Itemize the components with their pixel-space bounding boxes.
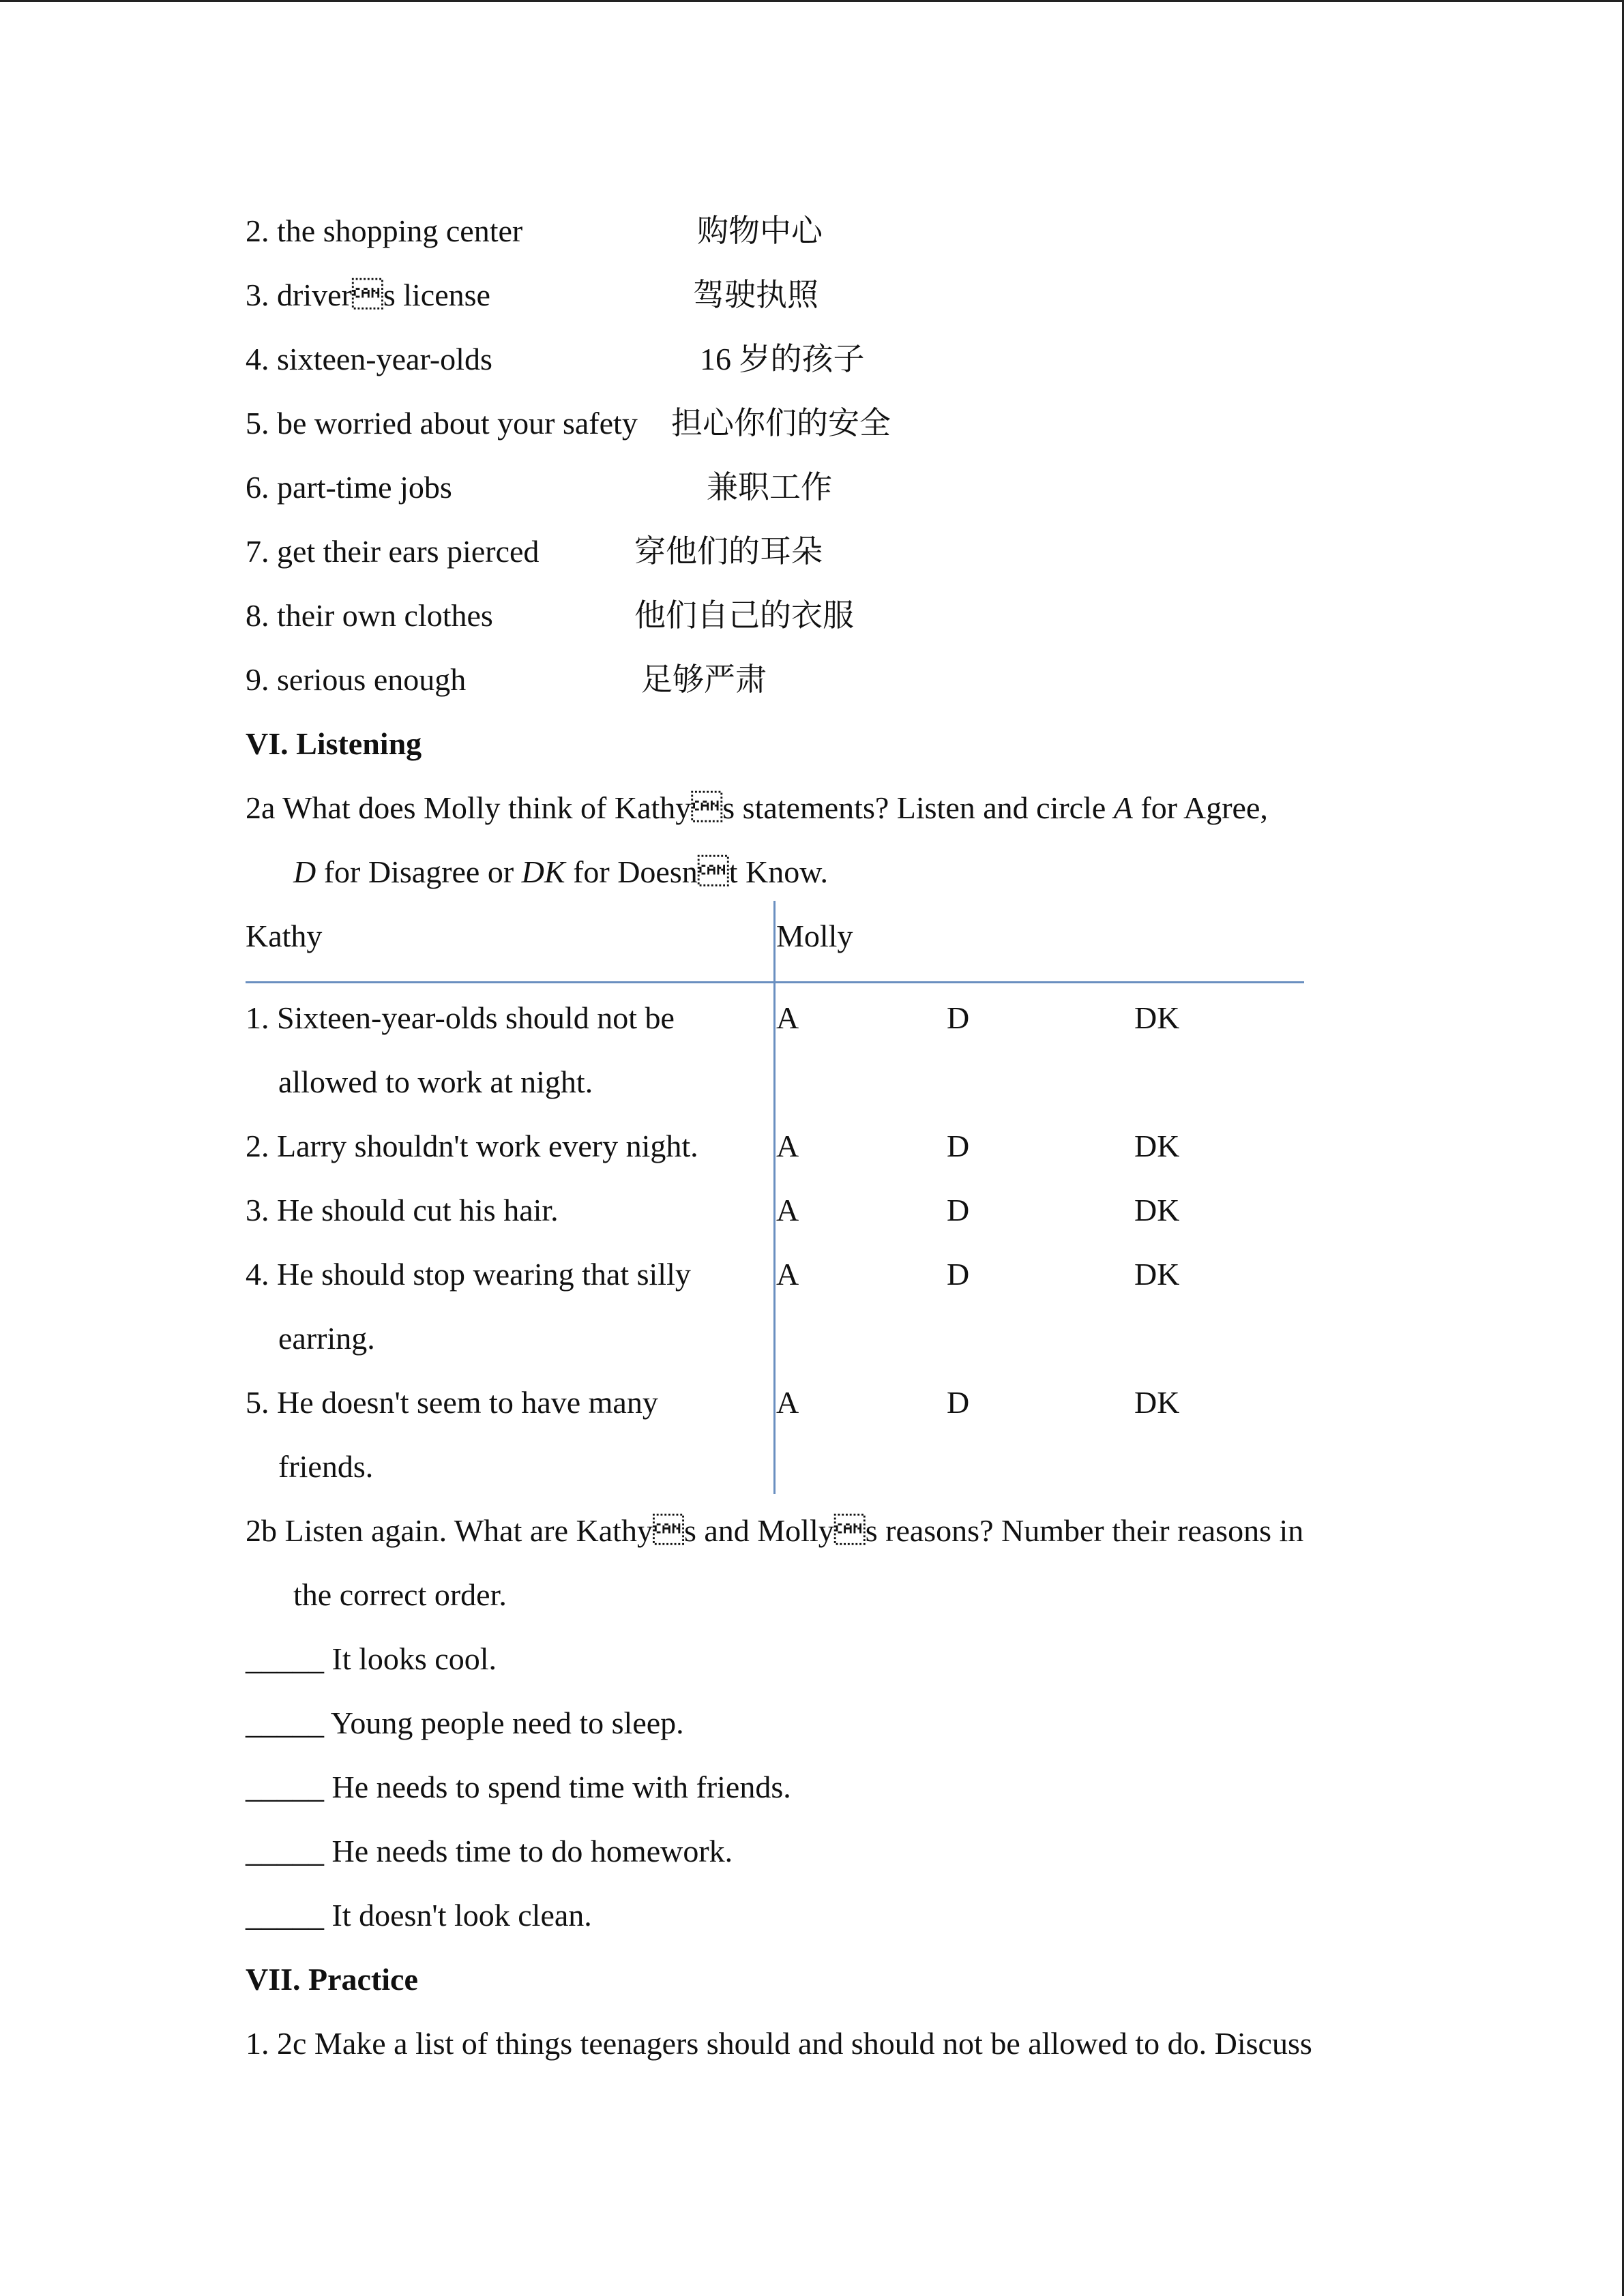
option-dk-label: DK bbox=[521, 854, 565, 889]
vocab-item-en: 7. get their ears pierced bbox=[246, 534, 540, 569]
table-option-a[interactable]: A bbox=[776, 1129, 799, 1163]
table-header-molly: Molly bbox=[776, 919, 853, 953]
question-2a-text: for Disagree or bbox=[316, 854, 522, 889]
practice-question-line1: 1. 2c Make a list of things teenagers should and should not be allowed to do. Discuss bbox=[246, 2026, 1312, 2061]
vocab-item-zh: 驾驶执照 bbox=[693, 278, 818, 312]
table-row-statement: 4. He should stop wearing that silly bbox=[246, 1257, 691, 1292]
section-heading-practice: VII. Practice bbox=[246, 1962, 418, 1997]
vocab-item-en: 5. be worried about your safety bbox=[246, 406, 638, 441]
question-2a-text: for Agree, bbox=[1132, 790, 1268, 825]
vocab-item-en: 4. sixteen-year-olds bbox=[246, 342, 492, 376]
table-row-statement-cont: allowed to work at night. bbox=[278, 1064, 593, 1099]
table-header-rule bbox=[246, 981, 1304, 983]
table-option-dk[interactable]: DK bbox=[1134, 1000, 1180, 1035]
table-option-d[interactable]: D bbox=[947, 1257, 970, 1292]
reason-list-item[interactable]: _____ It doesn't look clean. bbox=[246, 1898, 592, 1933]
table-option-d[interactable]: D bbox=[947, 1385, 970, 1420]
table-row-statement: 3. He should cut his hair. bbox=[246, 1193, 559, 1227]
question-2a-text: for Doesnt Know. bbox=[565, 854, 828, 889]
reason-list-item[interactable]: _____ Young people need to sleep. bbox=[246, 1705, 684, 1740]
vocab-item-en: 6. part-time jobs bbox=[246, 470, 452, 505]
table-column-divider bbox=[773, 901, 776, 1494]
vocab-item-zh: 他们自己的衣服 bbox=[634, 598, 854, 633]
table-option-d[interactable]: D bbox=[947, 1193, 970, 1227]
vocab-item-en: 2. the shopping center bbox=[246, 213, 523, 248]
question-2b-line2: the correct order. bbox=[293, 1577, 507, 1612]
reason-list-item[interactable]: _____ He needs time to do homework. bbox=[246, 1834, 733, 1868]
table-option-dk[interactable]: DK bbox=[1134, 1193, 1180, 1227]
vocab-item-zh: 足够严肃 bbox=[641, 662, 767, 697]
question-2a-line2 bbox=[293, 852, 828, 893]
table-option-d[interactable]: D bbox=[947, 1129, 970, 1163]
table-header-kathy: Kathy bbox=[246, 919, 323, 953]
vocab-item-zh: 兼职工作 bbox=[707, 470, 832, 505]
vocab-item-zh: 穿他们的耳朵 bbox=[634, 534, 823, 569]
vocab-item-zh: 16 岁的孩子 bbox=[700, 342, 865, 376]
table-row-statement: 2. Larry shouldn't work every night. bbox=[246, 1129, 698, 1163]
table-row-statement: 5. He doesn't seem to have many bbox=[246, 1385, 658, 1420]
reason-list-item[interactable]: _____ It looks cool. bbox=[246, 1641, 497, 1676]
vocab-item-zh: 担心你们的安全 bbox=[671, 406, 891, 441]
table-row-statement: 1. Sixteen-year-olds should not be bbox=[246, 1000, 675, 1035]
table-option-a[interactable]: A bbox=[776, 1385, 799, 1420]
vocab-item-en: 9. serious enough bbox=[246, 662, 467, 697]
vocab-item-en: 3. drivers license bbox=[246, 278, 490, 312]
option-d-label: D bbox=[293, 854, 316, 889]
question-2b-line1: 2b Listen again. What are Kathys and Mollys reasons? Number their reasons in bbox=[246, 1513, 1304, 1548]
vocab-item-zh: 购物中心 bbox=[697, 213, 823, 248]
table-option-dk[interactable]: DK bbox=[1134, 1257, 1180, 1292]
table-option-a[interactable]: A bbox=[776, 1193, 799, 1227]
question-2a-line1 bbox=[246, 788, 1268, 829]
question-2a-text: 2a What does Molly think of Kathys statements? Listen and circle bbox=[246, 790, 1114, 825]
reason-list-item[interactable]: _____ He needs to spend time with friends. bbox=[246, 1770, 791, 1804]
table-option-dk[interactable]: DK bbox=[1134, 1385, 1180, 1420]
table-option-dk[interactable]: DK bbox=[1134, 1129, 1180, 1163]
section-heading-listening: VI. Listening bbox=[246, 726, 422, 761]
table-option-a[interactable]: A bbox=[776, 1257, 799, 1292]
table-row-statement-cont: friends. bbox=[278, 1449, 374, 1484]
table-option-a[interactable]: A bbox=[776, 1000, 799, 1035]
table-row-statement-cont: earring. bbox=[278, 1321, 375, 1356]
option-a-label: A bbox=[1113, 790, 1133, 825]
table-option-d[interactable]: D bbox=[947, 1000, 970, 1035]
vocab-item-en: 8. their own clothes bbox=[246, 598, 493, 633]
